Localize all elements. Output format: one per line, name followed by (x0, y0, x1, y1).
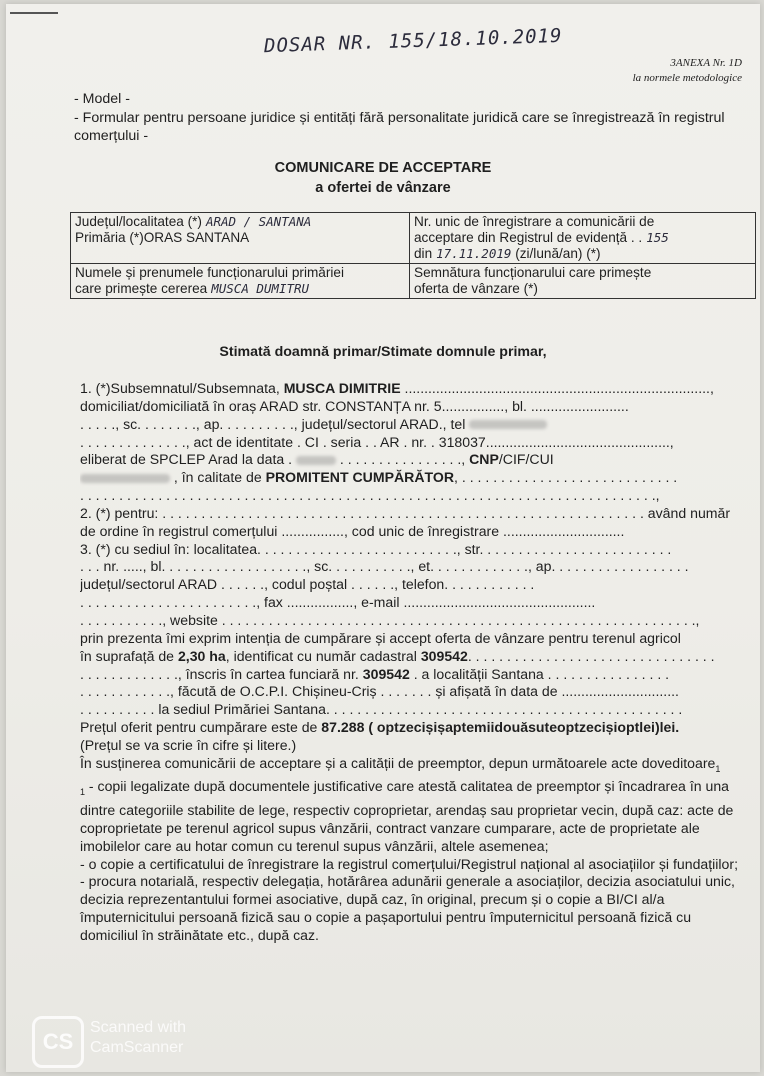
headquarters-line: 3. (*) cu sediul în: localitatea. . . . . . . . . . . . . . . . . . . . . . . . . ., str. . . . . . . . . . . . . . . . . . . . . . . . . (80, 540, 672, 557)
applicant-label: 1. (*)Subsemnatul/Subsemnata, (80, 380, 284, 396)
footnote-marker: 1 (715, 763, 721, 774)
land-book-number: 309542 (362, 665, 410, 682)
dotted-fill: , . . . . . . . . . . . . . . . . . . . . . . . . . . . . (454, 469, 678, 486)
watermark-line-1: Scanned with (90, 1019, 187, 1036)
cif-cui-label: /CIF/CUI (498, 451, 554, 468)
form-description: - Formular pentru persoane juridice și entități fără personalitate juridică care se înregistrează în registrul comerțului - (74, 109, 725, 144)
official-name-label-2: care primește cererea (75, 281, 208, 296)
entity-line: 2. (*) pentru: . . . . . . . . . . . . . . . . . . . . . . . . . . . . . . . . . . . . . . . . . . . . . . . . . . . . . . . . . . . . . . având număr (80, 504, 731, 521)
supporting-documents-intro (80, 755, 752, 779)
posted-at-line: . . . . . . . . . . la sediul Primăriei Santana. . . . . . . . . . . . . . . . . . . . . . . . . . . . . . . . . . . . . . . . . . . . . . (80, 701, 683, 718)
town-hall-label: Primăria (*)ORAS SANTANA (75, 230, 250, 245)
price-label: Prețul oferit pentru cumpărare este de (80, 719, 322, 736)
document-page (6, 4, 760, 1072)
price-note: (Prețul se va scrie în cifre și litere.) (80, 736, 297, 753)
legalized-copies-text: - copii legalizate după documentele justificative care atestă calitatea de preemptor și încadrarea în una dintre categoriile stabilite de lege, respectiv coproprietar, arendaș sau proprietar vecin, după caz: acte de coproprietate pe terenul agricol supus vânzării, contract vanzare cumparare, acte de proprietate ale imobilelor care au hotar comun cu terenul supus vânzării, altele asemenea; (80, 778, 734, 854)
capacity-label: , în calitate de (170, 469, 266, 486)
model-header (74, 90, 754, 146)
document-item-power-of-attorney: - procura notarială, respectiv delegația, hotărârea adunării generale a asociaților, decizia asociatului unic, decizia reprezentantului formei asociative, după caz, în original, precum și o copie a BI/CI al/a împuternicitului persoană fizică sau o copie a pașaportului pentru împuternicitul persoană fizică cu domiciliul în străinătate etc., după caz. (80, 873, 735, 943)
dotted-fill: . . . . . . . . . . . . . . . ., (335, 451, 470, 468)
signature-label: Semnătura funcționarului care primește (414, 265, 652, 280)
cadastral-number: 309542 (420, 647, 468, 664)
area-label: în suprafață de (80, 647, 178, 664)
headquarters-address-line: . . . nr. ....., bl. . . . . . . . . . . . . . . . . . ., sc. . . . . . . . . . ., et. . . . . . . . . . . . ., ap. . . . . . . . . . . . . . . . . . (80, 558, 689, 575)
capacity-role: PROMITENT CUMPĂRĂTOR (265, 469, 455, 486)
handwritten-registration-number: 155 (646, 230, 669, 245)
official-name-label: Numele și prenumele funcționarului primăriei (75, 265, 344, 280)
capacity-line (80, 469, 752, 487)
supporting-documents-text: În susținerea comunicării de acceptare și a calității de preemptor, depun următoarele acte doveditoare (80, 754, 716, 771)
ocpi-line: . . . . . . . . . . . ., făcută de O.C.P.I. Chișineu-Criș . . . . . . . și afișată în data de .............................. (80, 683, 679, 700)
website-line: . . . . . . . . . . ., website . . . . . . . . . . . . . . . . . . . . . . . . . . . . . . . . . . . . . . . . . . . . . . . . . . . . . . . . . . . . ., (80, 611, 700, 628)
issued-by-text: eliberat de SPCLEP Arad la data . (80, 451, 296, 468)
applicant-name: MUSCA DIMITRIE (283, 380, 401, 396)
annex-number: 3ANEXA Nr. 1D (670, 57, 742, 69)
document-item-certificate: - o copie a certificatului de înregistrare la registrul comerțului/Registrul național al asociațiilor și fundațiilor; (80, 855, 739, 872)
redacted-date (296, 456, 336, 465)
id-document-line: . . . . . . . . . . . . . ., act de identitate . CI . seria . . AR . nr. . 318037..............................................., (80, 433, 674, 450)
camscanner-logo: CS (32, 1016, 84, 1068)
location-cell (71, 213, 410, 264)
land-area-line (80, 648, 752, 666)
locality-label: . a localității Santana . . . . . . . . . . . . . . . . (409, 665, 670, 682)
address-text: . . . . ., sc. . . . . . . ., ap. . . . . . . . . ., județul/sectorul ARAD., tel (80, 415, 466, 432)
address-line-2 (80, 416, 752, 434)
county-label: Județul/localitatea (*) (75, 214, 202, 229)
land-book-line (80, 666, 752, 684)
land-book-label: . . . . . . . . . . . . ., înscris în cartea funciară nr. (80, 665, 363, 682)
dotted-fill: . . . . . . . . . . . . . . . . . . . . . . . . . . . . . . . . (467, 647, 715, 664)
cnp-label: CNP (469, 451, 499, 468)
camscanner-watermark (90, 1018, 186, 1058)
land-area: 2,30 ha (177, 647, 226, 664)
applicant-name-line (80, 380, 752, 398)
registration-number-label: Nr. unic de înregistrare a comunicării de (414, 214, 655, 229)
redacted-phone (469, 420, 547, 429)
document-subtitle: a ofertei de vânzare (315, 180, 451, 196)
register-label: acceptare din Registrul de evidență . . (414, 230, 643, 245)
offered-price: 87.288 ( optzecișișaptemiidouăsuteoptzecișioptlei)lei. (321, 719, 680, 736)
address-line: domiciliat/domiciliată în oraș ARAD str. CONSTANȚA nr. 5................, bl. ......................... (80, 397, 629, 414)
annex-subtitle: la normele metodologice (632, 72, 742, 84)
handwritten-official-name: MUSCA DUMITRU (211, 281, 310, 296)
issued-by-line (80, 451, 752, 469)
handwritten-dosar-number: DOSAR NR. 155/18.10.2019 (263, 24, 563, 58)
signature-label-2: oferta de vânzare (*) (414, 281, 538, 296)
registration-number-cell (410, 213, 756, 264)
price-line (80, 719, 752, 737)
signature-cell (410, 264, 756, 299)
fax-email-line: . . . . . . . . . . . . . . . . . . . . . . ., fax ................., e-mail ................................................. (80, 594, 596, 611)
salutation: Stimată doamnă primar/Stimate domnule primar, (219, 344, 547, 360)
county-postal-line: județul/sectorul ARAD . . . . . ., codul poștal . . . . . ., telefon. . . . . . . . . . . . (80, 576, 535, 593)
intent-line: prin prezenta îmi exprim intenția de cumpărare și accept oferta de vânzare pentru terenul agricol (80, 629, 681, 646)
handwritten-location: ARAD / SANTANA (205, 214, 312, 229)
handwritten-date: 17.11.2019 (436, 246, 512, 261)
watermark-line-2: CamScanner (90, 1039, 184, 1056)
form-body (80, 380, 752, 945)
cadastral-label: , identificat cu număr cadastral (225, 647, 421, 664)
footnote-ref: 1 (80, 787, 86, 798)
document-title: COMUNICARE DE ACCEPTARE (274, 160, 492, 176)
date-format-label: (zi/lună/an) (*) (515, 246, 601, 261)
dotted-line: . . . . . . . . . . . . . . . . . . . . . . . . . . . . . . . . . . . . . . . . . . . . . . . . . . . . . . . . . . . . . . . . . . . . . . . . . ., (80, 487, 660, 504)
redacted-cnp (80, 474, 170, 483)
registration-table (70, 212, 756, 299)
document-item-legalized-copies (80, 778, 752, 855)
annex-label (633, 56, 742, 86)
trade-register-line: de ordine în registrul comerțului ................, cod unic de înregistrare ............................... (80, 522, 625, 539)
model-label: - Model - (74, 91, 130, 107)
official-name-cell (71, 264, 410, 299)
date-prefix: din (414, 246, 433, 261)
dotted-fill: .............................................................................., (400, 380, 714, 396)
scan-mark (10, 12, 58, 14)
